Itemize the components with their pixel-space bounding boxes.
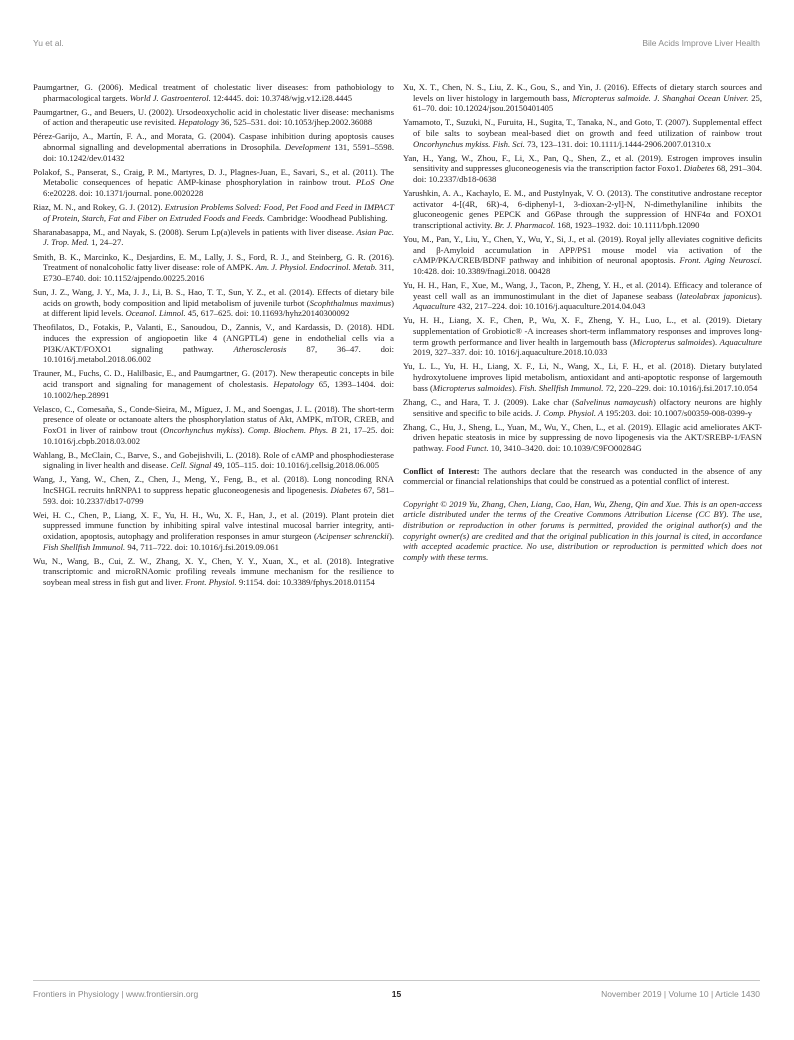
reference-italic: Aquaculture (413, 301, 456, 312)
reference-text: Yan, H., Yang, W., Zhou, F., Li, X., Pan, Q., Shen, Z., et al. (2019). Estrogen improves insulin sensitivity and suppresses gluconeogenesis via the transcription factor Foxo1. (403, 152, 762, 174)
reference-text: Wei, H. C., Chen, P., Liang, X. F., Yu, H. H., Wu, X. F., Han, J., et al. (2019). Plant protein diet suppressed immune function by inhibiting spiral valve intestinal mucosal barrier integrity, anti-oxidation, apoptosis, autophagy and proliferation responses in amur sturgeon ( (33, 509, 394, 542)
reference-text: 2019, 327–337. doi: 10. 1016/j.aquaculture.2018.10.033 (413, 347, 608, 358)
reference-text: Riaz, M. N., and Rokey, G. J. (2012). (33, 202, 165, 213)
conflict-of-interest-label: Conflict of Interest: (403, 465, 480, 476)
page-footer (33, 989, 760, 1001)
reference-text: Xu, X. T., Chen, N. S., Liu, Z. K., Gou, S., and Yin, J. (2016). Effects of dietary starch sources and levels on liver histology in largemouth bass, (403, 82, 762, 103)
reference-italic: Hepatology (273, 378, 314, 389)
reference-text: 12:4445. doi: 10.3748/wjg.v12.i28.4445 (210, 92, 353, 103)
reference-italic: Front. Aging Neurosci. (679, 255, 762, 266)
reference-text: 1, 24–27. (88, 237, 124, 248)
reference-entry (33, 368, 394, 400)
reference-text: Zhang, C., Hu, J., Sheng, L., Yuan, M., Wu, Y., Chen, L., et al. (2019). Ellagic acid ameliorates AKT-driven hepatic steatosis in mice by suppressing de novo lipogenesis via the AKT/SREBP-1/FASN pathway. (403, 421, 762, 453)
reference-text: Wang, J., Yang, W., Chen, Z., Chen, J., Meng, Y., Feng, B., et al. (2018). Long noncoding RNA lncSHGL recruits hnRNPA1 to suppress hepatic gluconeogenesis and lipogenesis. (33, 474, 394, 495)
reference-entry (33, 167, 394, 199)
reference-italic: Hepatology (178, 117, 219, 128)
reference-text: 45, 617–625. doi: 10.11693/hyhz20140300092 (185, 308, 350, 319)
reference-text: 67, 581–593. doi: 10.2337/db17-0799 (43, 485, 394, 506)
conflict-of-interest (403, 466, 762, 487)
reference-entry (403, 117, 762, 149)
reference-text: Yamamoto, T., Suzuki, N., Furuita, H., Sugita, T., Tanaka, N., and Goto, T. (2007). Supplemental effect of bile salts to soybean meal-based diet on growth and feed utilization of rainbow trout (403, 117, 762, 139)
reference-text: Yu, H. H., Liang, X. F., Chen, P., Wu, X. F., Zheng, Y. H., Luo, L., et al. (2019). Dietary supplementation of Grobiotic® -A increases short-term inflammatory responses and improves long-term growth performance and liver health in largemouth bass ( (403, 315, 762, 347)
reference-italic: PLoS One (355, 177, 395, 188)
reference-text: 9:1154. doi: 10.3389/fphys.2018.01154 (236, 577, 375, 588)
reference-italic: Asian Pac. J. Trop. Med. (43, 226, 394, 248)
reference-entry (403, 422, 762, 454)
copyright-notice: Copyright © 2019 Yu, Zhang, Chen, Liang, Cao, Han, Wu, Zheng, Qin and Xue. This is an open-access article distributed under the terms of the Creative Commons Attribution License (CC BY). The use, distribution or reproduction in other forums is permitted, provided the original author(s) and the copyright owner(s) are credited and that the original publication in this journal is cited, in accordance with accepted academic practice. No use, distribution or reproduction is permitted which does not comply with these terms. (403, 498, 762, 563)
reference-text: 72, 220–229. doi: 10.1016/j.fsi.2017.10.054 (603, 382, 758, 393)
reference-text: 73, 123–131. doi: 10.1111/j.1444-2906.2007.01310.x (524, 138, 712, 149)
reference-italic: Oncorhynchus mykiss. Fish. Sci. (413, 138, 525, 149)
reference-italic: Salvelinus namaycush (574, 396, 653, 407)
reference-text: ). (239, 424, 248, 435)
reference-text: Trauner, M., Fuchs, C. D., Halilbasic, E., and Paumgartner, G. (2017). New therapeutic concepts in bile acid transport and signaling for management of cholestasis. (33, 368, 394, 389)
references-right-column (403, 82, 762, 563)
reference-italic: Extrusion Problems Solved: Food, Pet Food and Feed in IMPACT of Protein, Starch, Fat and Fiber on Extruded Foods and Feeds. (43, 202, 394, 223)
reference-text: 68, 291–304. doi: 10.2337/db18-0638 (413, 163, 762, 185)
reference-text: ) at different lipid levels. (43, 297, 394, 319)
reference-text: You, M., Pan, Y., Liu, Y., Chen, Y., Wu, Y., Si, J., et al. (2019). Royal jelly alleviates cognitive deficits and β-Amyloid accumulation in APP/PS1 mouse model via activation of the cAMP/PKA/CREB/BDNF pathway and inhibition of neuronal apoptosis. (403, 234, 762, 266)
reference-italic: Cell. Signal (170, 460, 212, 471)
page-number: 15 (391, 989, 402, 999)
reference-entry (403, 153, 762, 185)
reference-text: Yu, H. H., Han, F., Xue, M., Wang, J., Tacon, P., Zheng, Y. H., et al. (2014). Efficacy and tolerance of yeast cell wall as an immunostimulant in the diet of Japanese seabass ( (403, 280, 762, 301)
reference-entry (403, 188, 762, 231)
reference-entry (33, 227, 394, 248)
reference-text: 168, 1923–1932. doi: 10.1111/bph.12090 (555, 220, 700, 231)
reference-italic: World J. Gastroenterol. (129, 92, 211, 103)
reference-text: 131, 5591–5598. doi: 10.1242/dev.01432 (43, 142, 394, 163)
reference-italic: Development (284, 142, 331, 153)
running-header-authors: Yu et al. (33, 38, 64, 48)
reference-entry (403, 280, 762, 312)
reference-text: 10:428. doi: 10.3389/fnagi.2018. 00428 (413, 266, 551, 277)
reference-italic: Micropterus salmoides (432, 382, 512, 393)
reference-italic: Comp. Biochem. Phys. B (247, 424, 337, 435)
reference-italic: Br. J. Pharmacol. (494, 220, 556, 231)
reference-text: Zhang, C., and Hara, T. J. (2009). Lake char ( (403, 396, 575, 407)
reference-italic: Aquaculture (719, 336, 762, 347)
reference-text: ). (511, 382, 520, 393)
reference-italic: Diabetes (683, 163, 715, 174)
reference-italic: Scophthalmus maximus (309, 297, 392, 308)
reference-text: Polakof, S., Panserat, S., Craig, P. M., Martyres, D. J., Plagnes-Juan, E., Savari, S., et al. (2011). The Metabolic consequences of hepatic AMP-kinase phosphorylation in rainbow trout. (33, 166, 394, 188)
reference-italic: Am. J. Physiol. Endocrinol. Metab. (255, 262, 378, 273)
reference-entry (33, 82, 394, 103)
reference-italic: Fish Shellfish Immunol. (43, 541, 126, 552)
footer-divider (33, 980, 760, 981)
reference-italic: Acipenser schrenckii (316, 531, 389, 542)
reference-italic: Fish. Shellfish Immunol. (519, 382, 604, 393)
reference-text: ) olfactory neurons are highly sensitive and specific to bile acids. (413, 396, 762, 418)
reference-text: Wahlang, B., McClain, C., Barve, S., and Gobejishvili, L. (2018). Role of cAMP and phosphodiesterase signaling in liver health and disease. (33, 449, 394, 471)
reference-italic: Oncorhynchus mykiss (163, 424, 240, 435)
references-left-column (33, 82, 394, 591)
reference-entry (33, 322, 394, 365)
reference-text: 432, 217–224. doi: 10.1016/j.aquaculture.2014.04.043 (455, 301, 646, 312)
reference-italic: Food Funct. (445, 442, 489, 453)
reference-text: 49, 105–115. doi: 10.1016/j.cellsig.2018.06.005 (211, 460, 380, 471)
reference-entry (33, 510, 394, 553)
reference-text: 311, E730–E740. doi: 10.1152/ajpendo.00225.2016 (43, 262, 394, 283)
reference-text: 25, 61–70. doi: 10.12024/jsou.20150401405 (413, 92, 763, 114)
reference-text: Pérez-Garijo, A., Martín, F. A., and Morata, G. (2004). Caspase inhibition during apoptosis causes abnormal signalling and developmental aberrations in Drosophila. (33, 131, 394, 153)
reference-text: Sharanabasappa, M., and Nayak, S. (2008). Serum Lp(a)levels in patients with liver disease. (33, 226, 357, 237)
footer-issue-info: November 2019 | Volume 10 | Article 1430 (601, 989, 760, 999)
reference-entry (33, 131, 394, 163)
reference-entry (33, 556, 394, 588)
reference-text: Paumgartner, G., and Beuers, U. (2002). Ursodeoxycholic acid in cholestatic liver disease: mechanisms of action and therapeutic use revisited. (33, 106, 394, 128)
running-header-title: Bile Acids Improve Liver Health (642, 38, 760, 48)
footer-journal-link[interactable]: Frontiers in Physiology | www.frontiersin.org (33, 989, 199, 999)
reference-text: 36, 525–531. doi: 10.1053/jhep.2002.36088 (218, 117, 373, 128)
reference-entry (33, 252, 394, 284)
reference-entry (33, 404, 394, 447)
reference-text: Paumgartner, G. (2006). Medical treatment of cholestatic liver diseases: from pathobiology to pharmacological targets. (33, 82, 394, 103)
conflict-of-interest-text: The authors declare that the research was conducted in the absence of any commercial or financial relationships that could be construed as a potential conflict of interest. (403, 465, 762, 487)
reference-text: ). (756, 290, 762, 301)
reference-entry (403, 397, 762, 418)
reference-text: Yarushkin, A. A., Kachaylo, E. M., and Pustylnyak, V. O. (2013). The constitutive androstane receptor activator 4-[(4R, 6R)-4, 6-diphenyl-1, 3-dioxan-2-yl]-N, N-dimethylaniline inhibits the gluconeogenic genes PEPCK and G6Pase through the suppression of HNF4α and FOXO1 transcriptional activity. (403, 188, 762, 231)
reference-italic: Diabetes (330, 485, 362, 495)
reference-entry (403, 361, 762, 393)
reference-entry (403, 82, 762, 114)
reference-entry (33, 474, 394, 506)
reference-italic: Front. Physiol. (185, 577, 237, 588)
reference-text: Velasco, C., Comesaña, S., Conde-Sieira, M., Míguez, J. M., and Soengas, J. L. (2018). The short-term presence of oleate or octanoate alters the phosphorylation status of Akt, AMPK, mTOR, CREB, and FoxO1 in liver of rainbow trout ( (33, 403, 394, 435)
reference-text: Cambridge: Woodhead Publishing. (264, 212, 388, 223)
reference-text: Theofilatos, D., Fotakis, P., Valanti, E., Sanoudou, D., Zannis, V., and Kardassis, D. (2018). HDL induces the expression of angiopoetin like 4 (ANGPTL4) gene in endothelial cells via a PI3K/AKT/FOXO1 signaling pathway. (33, 322, 394, 354)
reference-text: Yu, L. L., Yu, H. H., Liang, X. F., Li, N., Wang, X., Li, F. H., et al. (2018). Dietary butylated hydroxytoluene improves lipid metabolism, antioxidant and anti-apoptotic response of largemouth bass ( (403, 361, 762, 393)
reference-text: 6:e20228. doi: 10.1371/journal. pone.0020228 (43, 188, 204, 199)
reference-italic: lateolabrax japonicus (679, 290, 757, 301)
reference-italic: Micropterus salmoides (632, 336, 713, 347)
reference-italic: J. Comp. Physiol. A (534, 407, 604, 418)
reference-entry (403, 315, 762, 358)
reference-text: 87, 36–47. doi: 10.1016/j.metabol.2018.06.002 (43, 343, 395, 365)
reference-entry (403, 234, 762, 277)
reference-text: 21, 17–25. doi: 10.1016/j.cbpb.2018.03.002 (43, 424, 395, 446)
reference-italic: Micropterus salmoide. J. Shanghai Ocean Univer. (572, 92, 749, 103)
reference-entry (33, 202, 394, 223)
reference-text: 65, 1393–1404. doi: 10.1002/hep.28991 (43, 378, 394, 400)
reference-text: 10, 3410–3420. doi: 10.1039/C9FO00284G (488, 442, 642, 453)
reference-text: 195:203. doi: 10.1007/s00359-008-0399-y (603, 407, 753, 418)
reference-text: ). (388, 531, 394, 542)
reference-text: Wu, N., Wang, B., Cui, Z. W., Zhang, X. Y., Chen, Y. Y., Xuan, X., et al. (2018). Integrative transcriptomic and microRNAomic profiling reveals immune mechanism for the resilience to soybean meal stress in fish gut and liver. (33, 555, 394, 588)
reference-entry (33, 450, 394, 471)
reference-entry (33, 107, 394, 128)
reference-italic: Oceanol. Limnol. (125, 308, 186, 319)
reference-text: Sun, J. Z., Wang, J. Y., Ma, J. J., Li, B. S., Hao, T. T., Sun, Y. Z., et al. (2014). Effects of dietary bile acids on growth, body composition and lipid metabolism of juvenile turbot ( (33, 286, 394, 308)
reference-entry (33, 287, 394, 319)
reference-text: Smith, B. K., Marcinko, K., Desjardins, E. M., Lally, J. S., Ford, R. J., and Steinberg, G. R. (2016). Treatment of nonalcoholic fatty liver disease: role of AMPK. (33, 251, 394, 273)
reference-text: 94, 711–722. doi: 10.1016/j.fsi.2019.09.061 (125, 541, 279, 552)
reference-text: ). (712, 336, 720, 347)
reference-italic: Atherosclerosis (233, 343, 287, 354)
